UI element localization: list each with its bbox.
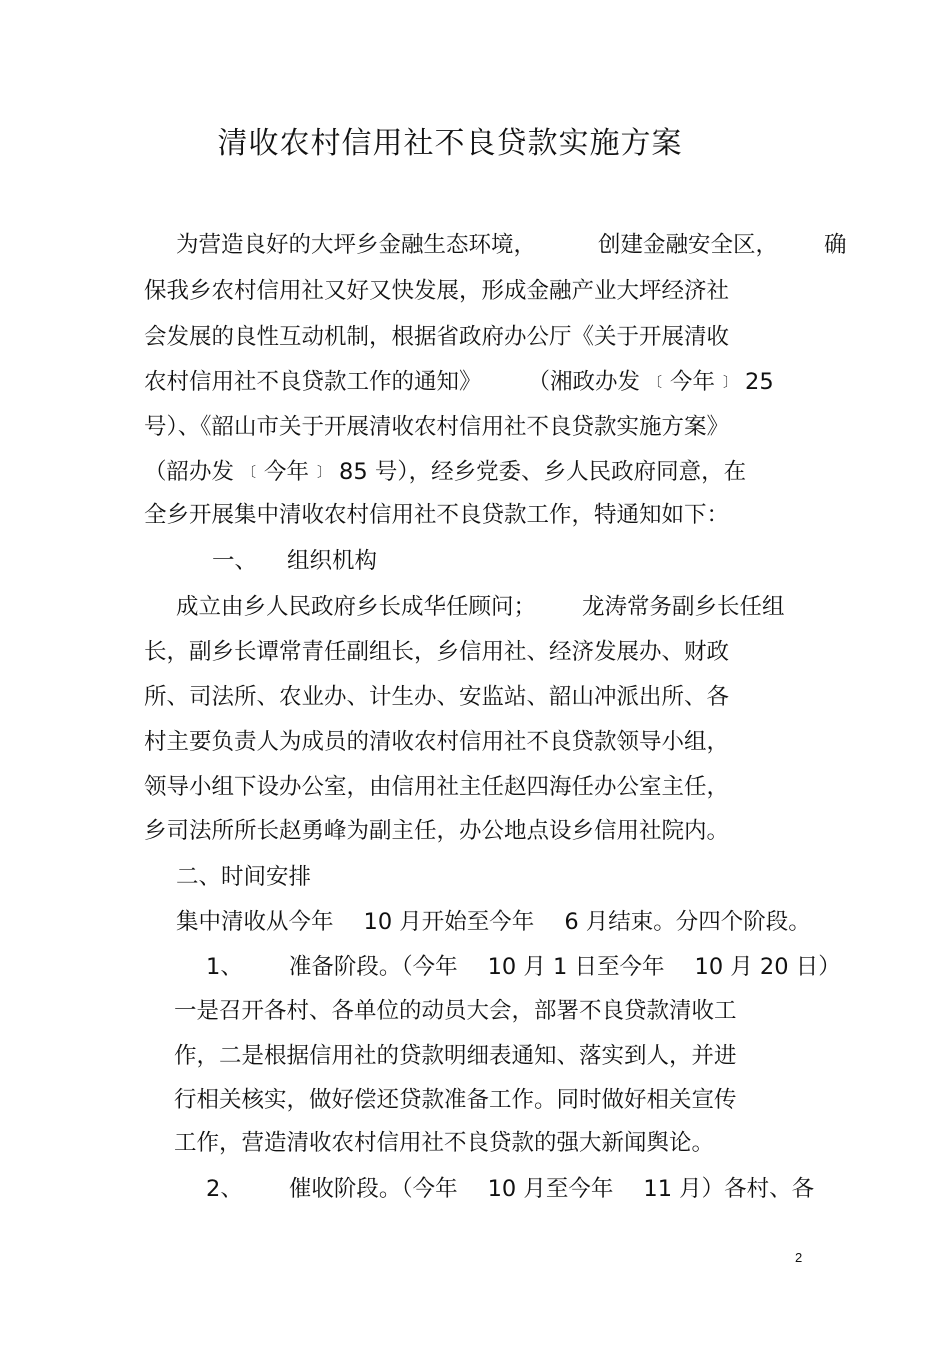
document-title: 清收农村信用社不良贷款实施方案 bbox=[217, 126, 683, 161]
section-1-heading: 一、 组织机构 bbox=[212, 548, 378, 574]
section-1-line-1: 成立由乡人民政府乡长成华任顾问； 龙涛常务副乡长任组 bbox=[176, 594, 785, 620]
intro-line-5: 号）、《韶山市关于开展清收农村信用社不良贷款实施方案》 bbox=[144, 414, 730, 440]
section-1-line-4: 村主要负责人为成员的清收农村信用社不良贷款领导小组， bbox=[144, 729, 730, 755]
section-2-line-1: 集中清收从今年 10 月开始至今年 6 月结束。分四个阶段。 bbox=[176, 909, 811, 935]
section-1-line-2: 长，副乡长谭常青任副组长，乡信用社、经济发展办、财政 bbox=[144, 639, 730, 665]
stage-1-line-4: 行相关核实，做好偿还贷款准备工作。同时做好相关宣传 bbox=[174, 1087, 737, 1113]
stage-1-line-2: 一是召开各村、各单位的动员大会，部署不良贷款清收工 bbox=[174, 998, 737, 1024]
section-1-line-6: 乡司法所所长赵勇峰为副主任，办公地点设乡信用社院内。 bbox=[144, 818, 730, 844]
stage-2-heading: 2、 催收阶段。（今年 10 月至今年 11 月）各村、各 bbox=[206, 1176, 815, 1202]
stage-1-line-5: 工作，营造清收农村信用社不良贷款的强大新闻舆论。 bbox=[174, 1130, 715, 1156]
section-1-line-3: 所、司法所、农业办、计生办、安监站、韶山冲派出所、各 bbox=[144, 684, 730, 710]
intro-line-1: 为营造良好的大坪乡金融生态环境， 创建金融安全区， 确 bbox=[176, 232, 847, 258]
stage-1-heading: 1、 准备阶段。（今年 10 月 1 日至今年 10 月 20 日） bbox=[206, 954, 841, 980]
section-2-heading: 二、时间安排 bbox=[176, 864, 312, 890]
intro-line-7: 全乡开展集中清收农村信用社不良贷款工作，特通知如下： bbox=[144, 502, 730, 528]
section-1-line-5: 领导小组下设办公室，由信用社主任赵四海任办公室主任， bbox=[144, 774, 730, 800]
intro-line-6: （韶办发 〔 今年 〕 85 号），经乡党委、乡人民政府同意，在 bbox=[144, 459, 747, 485]
intro-line-3: 会发展的良性互动机制，根据省政府办公厅《关于开展清收 bbox=[144, 324, 730, 350]
page-number: 2 bbox=[795, 1250, 803, 1265]
stage-1-line-3: 作，二是根据信用社的贷款明细表通知、落实到人，并进 bbox=[174, 1043, 737, 1069]
intro-line-4: 农村信用社不良贷款工作的通知》 （湘政办发 〔 今年 〕 25 bbox=[144, 369, 774, 395]
intro-line-2: 保我乡农村信用社又好又快发展，形成金融产业大坪经济社 bbox=[144, 278, 730, 304]
